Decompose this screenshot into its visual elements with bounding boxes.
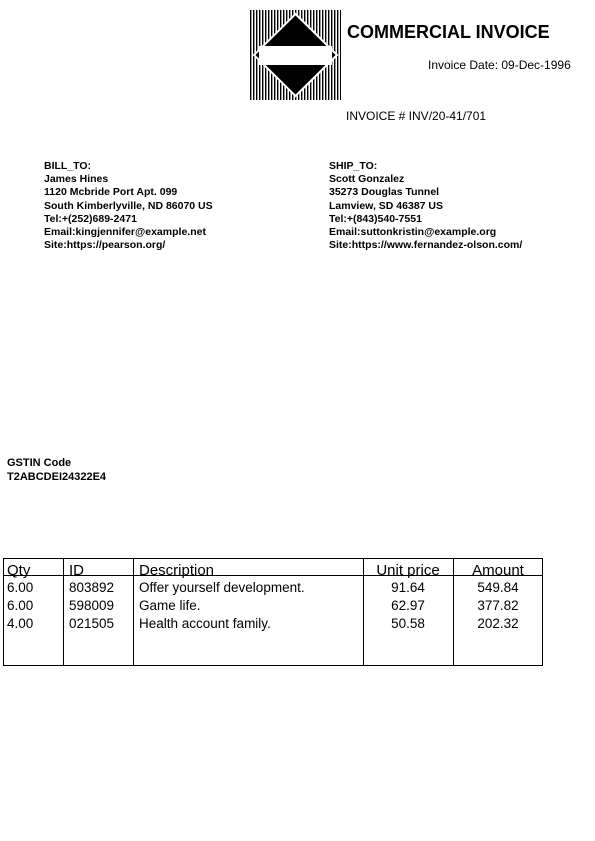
ship-to-block bbox=[329, 160, 522, 252]
cell-description: Game life. bbox=[139, 598, 201, 613]
company-logo bbox=[250, 10, 341, 100]
ship-to-site: Site:https://www.fernandez-olson.com/ bbox=[329, 239, 523, 252]
cell-amount: 549.84 bbox=[477, 580, 519, 595]
cell-amount: 377.82 bbox=[477, 598, 519, 613]
ship-to-street: 35273 Douglas Tunnel bbox=[329, 186, 440, 199]
bill-to-city: South Kimberlyville, ND 86070 US bbox=[44, 199, 213, 212]
cell-unit-price: 50.58 bbox=[391, 616, 425, 631]
cell-id: 021505 bbox=[69, 616, 115, 631]
bill-to-email: Email:kingjennifer@example.net bbox=[44, 225, 206, 238]
line-items-table bbox=[3, 558, 543, 666]
document-title: COMMERCIAL INVOICE bbox=[347, 22, 550, 42]
cell-id: 598009 bbox=[69, 598, 115, 613]
ship-to-email: Email:suttonkristin@example.org bbox=[329, 225, 497, 238]
bill-to-site: Site:https://pearson.org/ bbox=[44, 239, 166, 252]
gstin-code: T2ABCDEI24322E4 bbox=[7, 471, 107, 483]
cell-unit-price: 62.97 bbox=[391, 598, 425, 613]
bill-to-tel: Tel:+(252)689-2471 bbox=[44, 212, 137, 225]
cell-unit-price: 91.64 bbox=[391, 580, 425, 595]
cell-description: Offer yourself development. bbox=[139, 580, 305, 595]
bill-to-label: BILL_TO: bbox=[44, 160, 92, 172]
gstin-block bbox=[7, 456, 106, 484]
bill-to-street: 1120 Mcbride Port Apt. 099 bbox=[44, 186, 178, 199]
cell-amount: 202.32 bbox=[477, 616, 519, 631]
ship-to-tel: Tel:+(843)540-7551 bbox=[329, 212, 422, 225]
bill-to-block bbox=[44, 160, 213, 252]
header-unit-price: Unit price bbox=[376, 562, 440, 579]
ship-to-label: SHIP_TO: bbox=[329, 160, 378, 172]
ship-to-name: Scott Gonzalez bbox=[329, 173, 405, 186]
cell-qty: 4.00 bbox=[7, 616, 34, 631]
header-description: Description bbox=[139, 562, 215, 579]
invoice-date: Invoice Date: 09-Dec-1996 bbox=[428, 58, 571, 72]
cell-qty: 6.00 bbox=[7, 580, 34, 595]
cell-id: 803892 bbox=[69, 580, 115, 595]
cell-qty: 6.00 bbox=[7, 598, 34, 613]
bill-to-name: James Hines bbox=[44, 173, 109, 186]
header-qty: Qty bbox=[7, 562, 31, 579]
header-id: ID bbox=[69, 562, 84, 579]
gstin-label: GSTIN Code bbox=[7, 457, 72, 469]
header-amount: Amount bbox=[472, 562, 524, 579]
invoice-number: INVOICE # INV/20-41/701 bbox=[346, 109, 487, 123]
ship-to-city: Lamview, SD 46387 US bbox=[329, 199, 444, 212]
cell-description: Health account family. bbox=[139, 616, 271, 631]
